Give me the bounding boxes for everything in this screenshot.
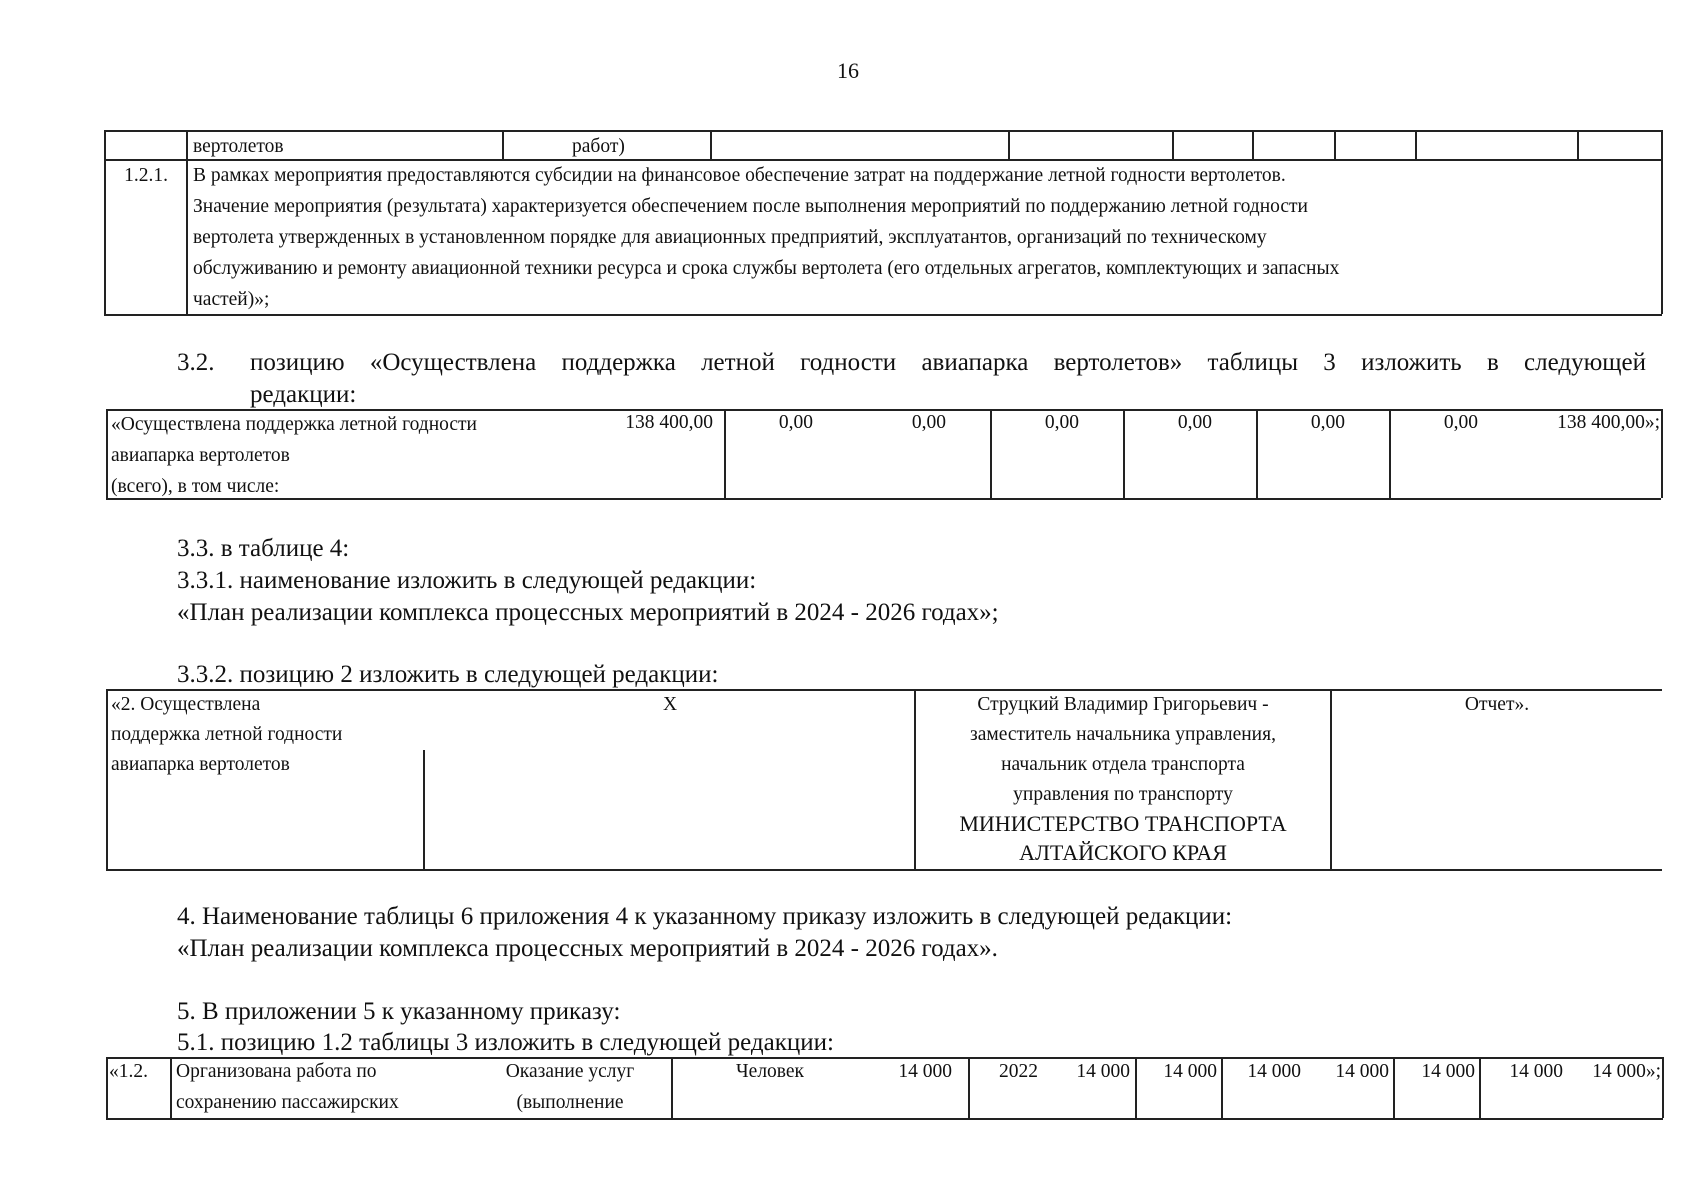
table-3-3-2-name-line3: авиапарка вертолетов	[111, 754, 290, 775]
table-3-2-name-line1: «Осуществлена поддержка летной годности	[111, 414, 477, 435]
table-3-2-value-2: 0,00	[778, 412, 813, 433]
section-3-3-2-line: 3.3.2. позицию 2 изложить в следующей редакции:	[177, 661, 719, 688]
table-3-2-value-1: 138 400,00	[625, 412, 713, 433]
section-4-line1: 4. Наименование таблицы 6 приложения 4 к указанному приказу изложить в следующей редакции:	[177, 903, 1233, 930]
table-5-1-value-2: 2022	[999, 1061, 1038, 1082]
section-3-3-line2: 3.3.1. наименование изложить в следующей редакции:	[177, 567, 757, 594]
top-table-row1-col1: вертолетов	[193, 136, 284, 157]
top-table-row1-col2: работ)	[572, 136, 625, 157]
section-5-line2: 5.1. позицию 1.2 таблицы 3 изложить в следующей редакции:	[177, 1029, 834, 1056]
table-5-1-unit: Человек	[735, 1061, 805, 1082]
table-5-1-value-4: 14 000	[1163, 1061, 1217, 1082]
table-3-2-value-6: 0,00	[1310, 412, 1345, 433]
table-3-3-2-responsible-line3: начальник отдела транспорта	[1001, 754, 1245, 775]
table-3-2-value-4: 0,00	[1044, 412, 1079, 433]
table-3-3-2-name-line1: «2. Осуществлена	[111, 694, 261, 715]
table-3-2-name-line2: авиапарка вертолетов	[111, 445, 290, 466]
table-5-1-value-1: 14 000	[898, 1061, 952, 1082]
table-5-1-number: «1.2.	[109, 1061, 148, 1082]
table-3-3-2-name-line2: поддержка летной годности	[111, 724, 343, 745]
page-number: 16	[837, 58, 859, 83]
table-3-2-value-8: 138 400,00»;	[1557, 412, 1660, 433]
table-3-3-2-responsible-line5: МИНИСТЕРСТВО ТРАНСПОРТА	[959, 811, 1287, 836]
top-table-row2-line4: обслуживанию и ремонту авиационной техники ресурса и срока службы вертолета (его отдельных агрегатов, комплектующих и запасных	[193, 258, 1340, 279]
table-3-2-name-line3: (всего), в том числе:	[111, 476, 280, 497]
table-5-1-name-line1: Организована работа по	[176, 1061, 377, 1082]
table-5-1-type-line2: (выполнение	[516, 1092, 624, 1113]
section-3-2-text-line2: редакции:	[250, 381, 357, 408]
top-table-row2-line5: частей)»;	[193, 289, 270, 310]
table-3-3-2-document: Отчет».	[1464, 694, 1530, 715]
section-3-2-text-line1: позицию «Осуществлена поддержка летной годности авиапарка вертолетов» таблицы 3 изложить в следующей	[250, 349, 1646, 376]
table-3-3-2-mark: Х	[662, 694, 678, 715]
table-3-2-value-7: 0,00	[1443, 412, 1478, 433]
section-5-line1: 5. В приложении 5 к указанному приказу:	[177, 998, 621, 1025]
table-3-2-value-5: 0,00	[1177, 412, 1212, 433]
table-3-3-2-responsible-line1: Струцкий Владимир Григорьевич -	[977, 694, 1269, 715]
table-3-3-2-responsible-line4: управления по транспорту	[1013, 784, 1233, 805]
top-table-row2-line3: вертолета утвержденных в установленном порядке для авиационных предприятий, эксплуатантов, организаций по техническому	[193, 227, 1267, 248]
table-5-1-name-line2: сохранению пассажирских	[176, 1092, 399, 1113]
top-table-row2-line1: В рамках мероприятия предоставляются субсидии на финансовое обеспечение затрат на поддержание летной годности вертолетов.	[193, 165, 1286, 186]
table-5-1-value-7: 14 000	[1421, 1061, 1475, 1082]
table-3-3-2-responsible-line2: заместитель начальника управления,	[970, 724, 1276, 745]
top-table-row2-number: 1.2.1.	[124, 165, 168, 186]
table-3-3-2-responsible-line6: АЛТАЙСКОГО КРАЯ	[1019, 840, 1227, 865]
table-5-1-value-6: 14 000	[1335, 1061, 1389, 1082]
table-5-1-value-5: 14 000	[1247, 1061, 1301, 1082]
table-5-1-value-8: 14 000	[1509, 1061, 1563, 1082]
table-3-2-value-3: 0,00	[911, 412, 946, 433]
table-5-1-type-line1: Оказание услуг	[505, 1061, 635, 1082]
section-3-3-line1: 3.3. в таблице 4:	[177, 535, 350, 562]
top-table-row2-line2: Значение мероприятия (результата) характеризуется обеспечением после выполнения мероприятий по поддержанию летной годности	[193, 196, 1308, 217]
table-5-1-value-3: 14 000	[1076, 1061, 1130, 1082]
table-5-1-value-9: 14 000»;	[1592, 1061, 1661, 1082]
section-4-line2: «План реализации комплекса процессных мероприятий в 2024 - 2026 годах».	[177, 935, 998, 962]
section-3-2-number: 3.2.	[177, 349, 215, 376]
section-3-3-line3: «План реализации комплекса процессных мероприятий в 2024 - 2026 годах»;	[177, 599, 999, 626]
